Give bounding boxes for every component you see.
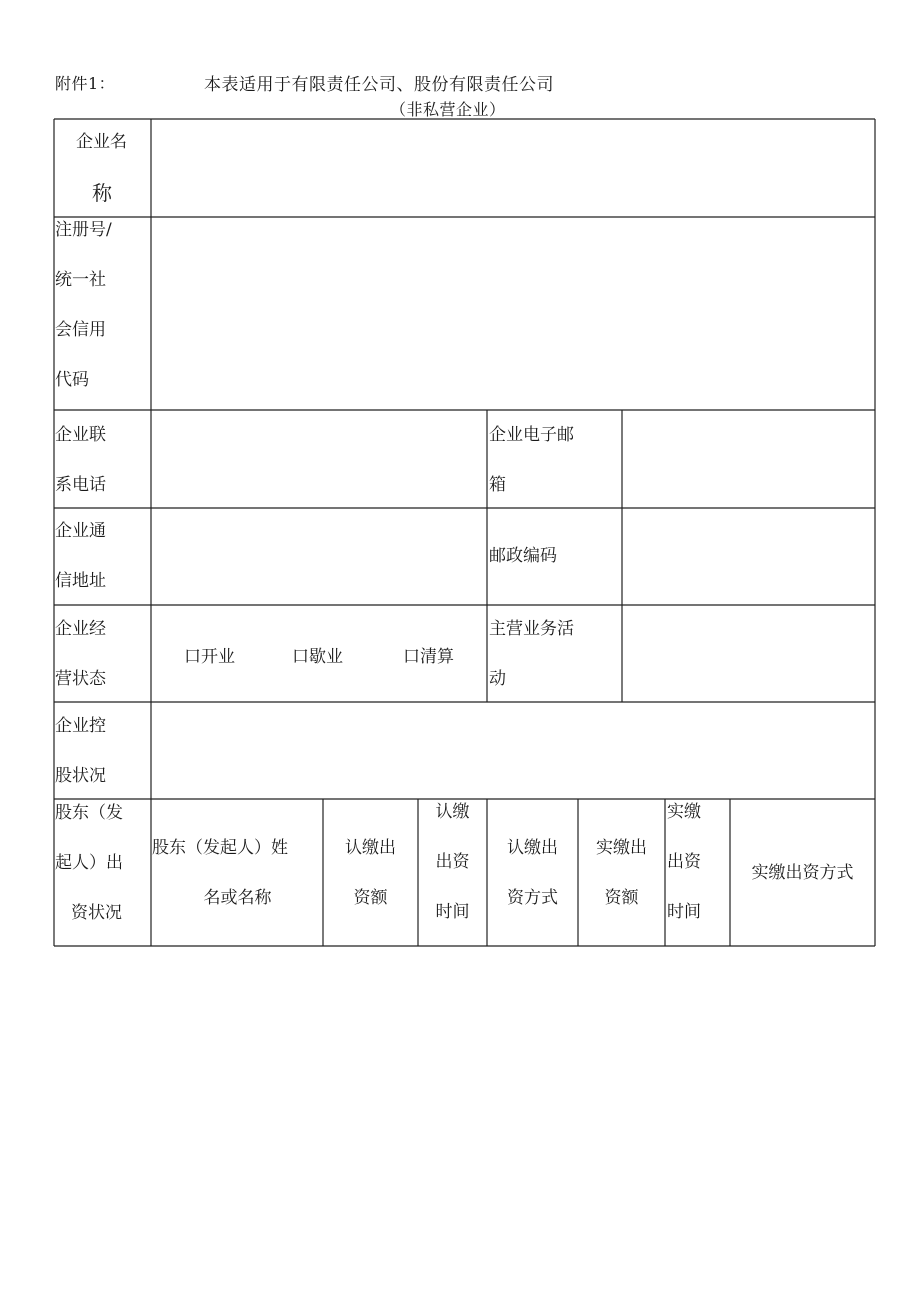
status-label-line2: 营状态 (55, 669, 106, 689)
status-option-suspended[interactable]: 口歇业 (292, 647, 343, 667)
holding-label-line1: 企业控 (55, 716, 106, 736)
col-subscribed-method-line2: 资方式 (507, 888, 558, 908)
holding-label-line2: 股状况 (55, 766, 106, 786)
phone-label-line2: 系电话 (55, 475, 106, 495)
address-field[interactable] (152, 509, 486, 604)
col-paid-time-line3: 时间 (667, 902, 701, 922)
company-name-label-line2: 称 (92, 181, 112, 205)
shareholders-label-line1: 股东（发 (55, 803, 123, 823)
address-label-line2: 信地址 (55, 571, 106, 591)
holding-field[interactable] (152, 703, 874, 798)
col-paid-amount-line2: 资额 (604, 888, 639, 908)
email-label-line2: 箱 (489, 475, 506, 495)
col-subscribed-time-line2: 出资 (435, 852, 470, 872)
email-label-line1: 企业电子邮 (489, 425, 574, 445)
attachment-label: 附件1： (55, 74, 116, 93)
col-paid-time-line2: 出资 (667, 852, 701, 872)
col-paid-time-line1: 实缴 (667, 802, 701, 822)
postal-code-field[interactable] (623, 509, 874, 604)
address-label-line1: 企业通 (55, 521, 106, 541)
form-subtitle: （非私营企业） (390, 100, 506, 119)
main-business-label-line2: 动 (489, 669, 506, 689)
email-field[interactable] (623, 411, 874, 507)
reg-no-label-line1: 注册号/ (55, 220, 112, 240)
col-subscribed-time-line1: 认缴 (435, 802, 470, 822)
status-option-liquidation[interactable]: 口清算 (403, 647, 454, 667)
form-title: 本表适用于有限责任公司、股份有限责任公司 (204, 75, 554, 95)
col-subscribed-amount-line1: 认缴出 (345, 838, 396, 858)
col-paid-amount-line1: 实缴出 (596, 838, 647, 858)
col-shareholder-name-line2: 名或名称 (203, 888, 272, 908)
status-option-open[interactable]: 口开业 (184, 647, 235, 667)
reg-no-label-line4: 代码 (55, 370, 89, 390)
main-business-label-line1: 主营业务活 (489, 619, 574, 639)
company-name-label-line1: 企业名 (76, 132, 127, 152)
postal-code-label: 邮政编码 (489, 546, 557, 566)
col-subscribed-time-line3: 时间 (435, 902, 470, 922)
company-name-field[interactable] (152, 120, 874, 216)
shareholders-label-line2: 起人）出 (55, 853, 123, 873)
reg-no-label-line3: 会信用 (55, 320, 106, 340)
col-shareholder-name-line1: 股东（发起人）姓 (152, 838, 288, 858)
shareholders-label-line3: 资状况 (71, 903, 122, 923)
col-subscribed-method-line1: 认缴出 (507, 838, 558, 858)
phone-label-line1: 企业联 (55, 425, 106, 445)
col-paid-method: 实缴出资方式 (751, 863, 854, 883)
col-subscribed-amount-line2: 资额 (353, 888, 388, 908)
status-label-line1: 企业经 (55, 619, 106, 639)
reg-no-field[interactable] (152, 218, 874, 409)
main-business-field[interactable] (623, 606, 874, 701)
reg-no-label-line2: 统一社 (55, 270, 106, 290)
phone-field[interactable] (152, 411, 486, 507)
